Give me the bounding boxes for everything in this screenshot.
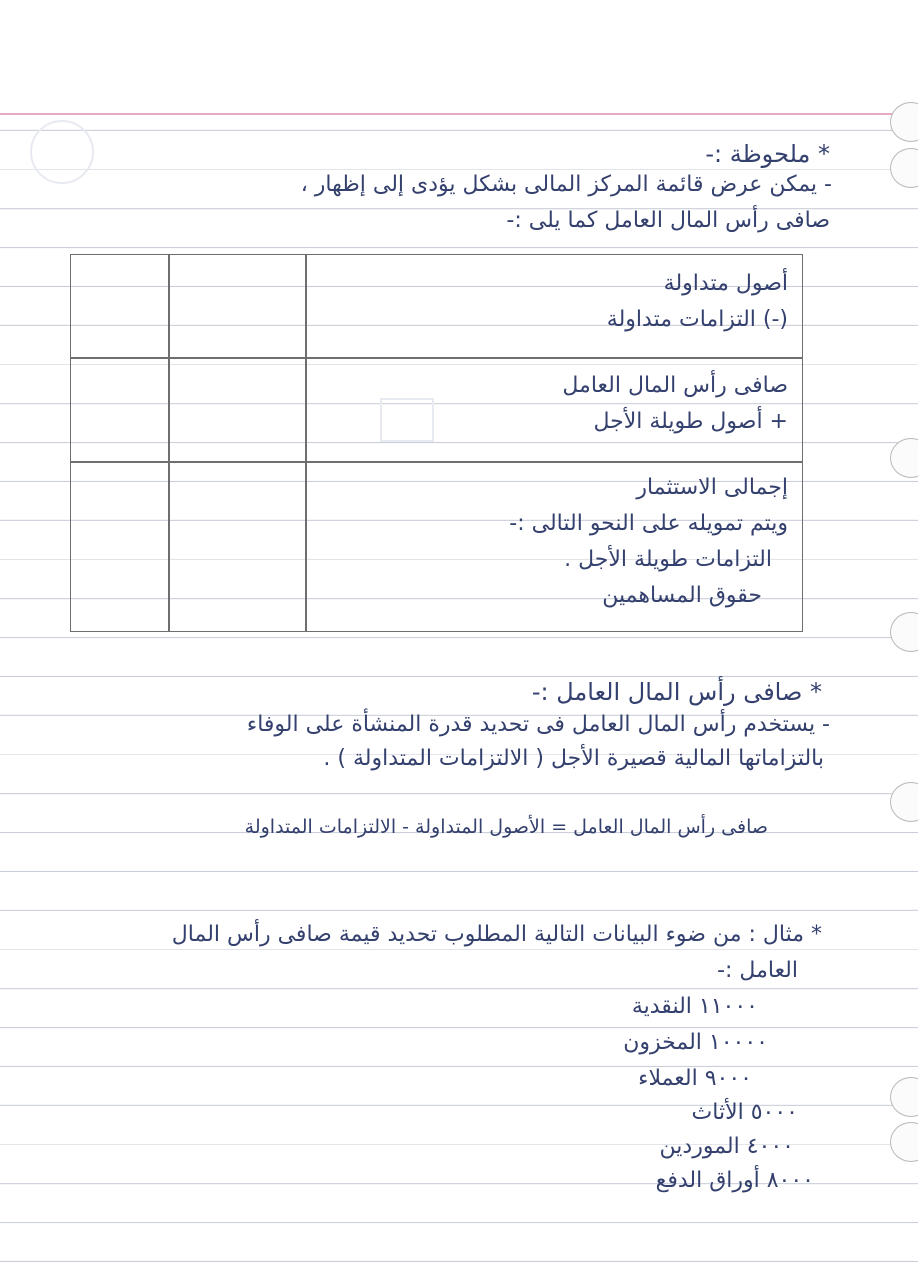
shareholders-equity-label: حقوق المساهمين [602,583,762,608]
long-term-liabilities-label: التزامات طويلة الأجل . [564,547,772,572]
item-label: العملاء [638,1066,698,1091]
note-heading: * ملحوظة :- [705,140,830,168]
example-heading-continued: العامل :- [717,958,798,983]
item-label: النقدية [631,994,692,1019]
bleed-through-mark [30,120,94,184]
list-item [632,994,758,1019]
current-assets-label: أصول متداولة [663,271,788,296]
working-capital-line-2: بالتزاماتها المالية قصيرة الأجل ( الالتزامات المتداولة ) . [323,746,824,771]
page-margin-line [0,113,918,115]
item-label: أوراق الدفع [655,1168,760,1193]
page-top-blank [0,0,918,92]
note-line-2: صافى رأس المال العامل كما يلى :- [506,208,830,233]
item-label: المخزون [623,1030,702,1055]
financing-intro-label: ويتم تمويله على النحو التالى :- [509,511,788,536]
item-label: الموردين [659,1134,740,1159]
balance-sheet-table [70,254,803,632]
list-item [656,1168,814,1193]
list-item [660,1134,794,1159]
item-label: الأثاث [691,1100,744,1125]
net-working-capital-label: صافى رأس المال العامل [562,373,788,398]
item-value: ١٠٠٠٠ [708,1030,768,1055]
example-heading: * مثال : من ضوء البيانات التالية المطلوب تحديد قيمة صافى رأس المال [171,922,822,947]
note-line-1: - يمكن عرض قائمة المركز المالى بشكل يؤدى إلى إظهار ، [300,172,832,197]
item-value: ٤٠٠٠ [746,1134,794,1159]
list-item [638,1066,752,1091]
table-row-divider [71,357,802,359]
working-capital-formula: صافى رأس المال العامل = الأصول المتداولة - الالتزامات المتداولة [244,816,768,838]
working-capital-heading: * صافى رأس المال العامل :- [531,678,822,706]
table-column-divider [168,255,170,631]
list-item [692,1100,798,1125]
table-column-divider [305,255,307,631]
total-investment-label: إجمالى الاستثمار [636,475,788,500]
item-value: ٨٠٠٠ [766,1168,814,1193]
item-value: ٩٠٠٠ [704,1066,752,1091]
item-value: ٥٠٠٠ [750,1100,798,1125]
table-row-divider [71,461,802,463]
long-term-assets-label: + أصول طويلة الأجل [593,409,788,434]
item-value: ١١٠٠٠ [698,994,758,1019]
working-capital-line-1: - يستخدم رأس المال العامل فى تحديد قدرة المنشأة على الوفاء [246,712,830,737]
current-liabilities-label: (-) التزامات متداولة [606,307,788,332]
list-item [623,1030,768,1055]
